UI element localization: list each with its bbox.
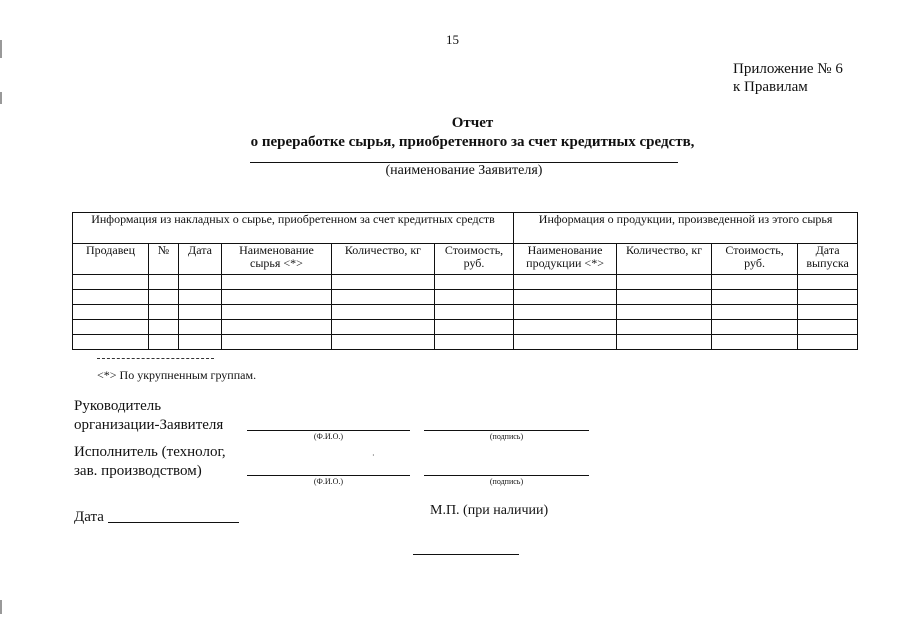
column-header: Стоимость, руб. (435, 244, 514, 275)
table-row (73, 305, 858, 320)
table-row (73, 290, 858, 305)
report-title (0, 114, 905, 152)
left-edge-mark (0, 600, 2, 614)
head-fio-line (247, 430, 410, 431)
executor-signature-line (424, 475, 589, 476)
group-header-products: Информация о продукции, произведенной из этого сырья (514, 213, 858, 244)
head-signature-caption: (подпись) (489, 432, 524, 441)
appendix-reference (733, 60, 843, 96)
head-signature-line (424, 430, 589, 431)
group-header-raw-materials: Информация из накладных о сырье, приобретенном за счет кредитных средств (73, 213, 514, 244)
date-line (108, 522, 239, 523)
applicant-caption: (наименование Заявителя) (385, 163, 543, 178)
page-number: 15 (446, 32, 459, 47)
title-line-1: Отчет (451, 115, 494, 131)
column-header: Продавец (73, 244, 149, 275)
column-header: Количество, кг (617, 244, 712, 275)
executor-signature-caption: (подпись) (489, 477, 524, 486)
left-edge-mark (0, 92, 2, 104)
head-label (74, 397, 223, 435)
column-header: Дата (179, 244, 222, 275)
column-header: Наименование сырья <*> (222, 244, 332, 275)
executor-label-line-2: зав. производством) (74, 463, 202, 479)
appendix-line-2: к Правилам (733, 79, 808, 95)
stamp-line (413, 554, 519, 555)
head-label-line-2: организации-Заявителя (74, 417, 224, 433)
table-row (73, 335, 858, 350)
executor-label (74, 443, 226, 481)
table-row (73, 320, 858, 335)
stray-mark: · (372, 451, 375, 460)
column-header: Наименование продукции <*> (514, 244, 617, 275)
executor-fio-line (247, 475, 410, 476)
column-header: Дата выпуска (798, 244, 858, 275)
head-fio-caption: (Ф.И.О.) (313, 432, 344, 441)
title-line-2: о переработке сырья, приобретенного за счет кредитных средств, (250, 134, 695, 150)
head-label-line-1: Руководитель (74, 398, 162, 414)
footnote-separator (97, 358, 214, 359)
executor-fio-caption: (Ф.И.О.) (313, 477, 344, 486)
executor-label-line-1: Исполнитель (технолог, (74, 444, 226, 460)
column-header: № (149, 244, 179, 275)
stamp-label: М.П. (при наличии) (430, 503, 549, 518)
column-header: Количество, кг (332, 244, 435, 275)
footnote: <*> По укрупненным группам. (97, 368, 257, 382)
column-header: Стоимость, руб. (712, 244, 798, 275)
table-row (73, 275, 858, 290)
date-label: Дата (74, 509, 104, 525)
report-table (72, 212, 858, 350)
appendix-line-1: Приложение № 6 (733, 61, 843, 77)
